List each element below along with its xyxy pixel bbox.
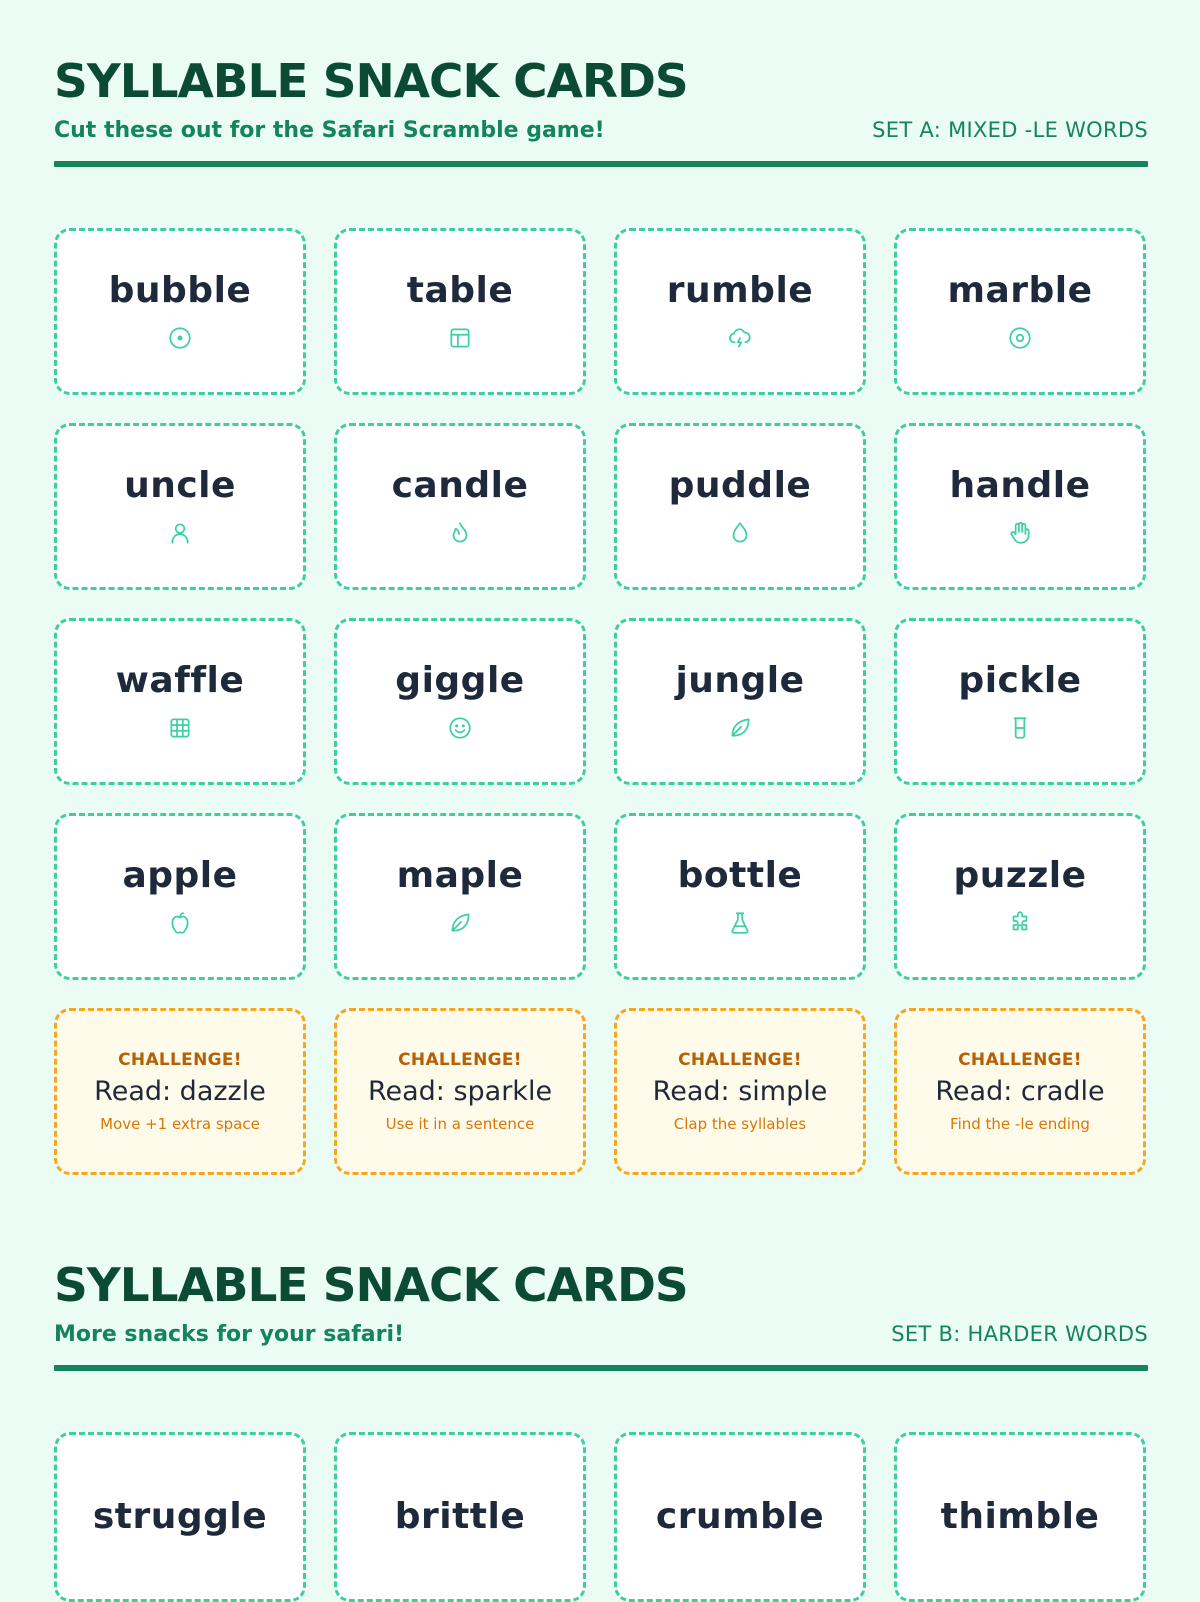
card-word: table (406, 269, 514, 311)
circle-dot-icon (166, 324, 194, 352)
challenge-hint: Find the -le ending (950, 1115, 1090, 1133)
card-word: puzzle (953, 854, 1087, 896)
leaf-icon (446, 909, 474, 937)
set-a-header (54, 54, 1148, 167)
puzzle-icon (1006, 909, 1034, 937)
word-card (894, 618, 1146, 785)
word-card (894, 423, 1146, 590)
card-word: handle (949, 464, 1091, 506)
card-word: candle (391, 464, 529, 506)
word-card (54, 228, 306, 395)
word-card (334, 813, 586, 980)
card-word: bottle (677, 854, 803, 896)
card-word: marble (947, 269, 1093, 311)
card-word: rumble (666, 269, 814, 311)
word-card (334, 423, 586, 590)
card-word: jungle (675, 659, 805, 701)
word-card (894, 228, 1146, 395)
card-word: brittle (394, 1496, 526, 1538)
challenge-text: Read: dazzle (94, 1076, 266, 1107)
word-card (614, 1432, 866, 1602)
challenge-hint: Move +1 extra space (100, 1115, 260, 1133)
storm-cloud-icon (726, 324, 754, 352)
word-card (894, 1432, 1146, 1602)
challenge-label: CHALLENGE! (118, 1050, 242, 1070)
grid-icon (166, 714, 194, 742)
challenge-card (334, 1008, 586, 1175)
apple-icon (166, 909, 194, 937)
set-b-card-grid (54, 1432, 1148, 1602)
set-b-label: SET B: HARDER WORDS (891, 1322, 1148, 1346)
set-b-subtitle: More snacks for your safari! (54, 1322, 405, 1347)
challenge-label: CHALLENGE! (398, 1050, 522, 1070)
card-word: crumble (655, 1496, 825, 1538)
challenge-card (894, 1008, 1146, 1175)
word-card (614, 228, 866, 395)
challenge-text: Read: sparkle (367, 1076, 553, 1107)
challenge-label: CHALLENGE! (678, 1050, 802, 1070)
word-card (54, 813, 306, 980)
challenge-hint: Clap the syllables (673, 1115, 807, 1133)
card-word: bubble (108, 269, 252, 311)
card-word: uncle (124, 464, 236, 506)
set-a-card-grid (54, 228, 1148, 1175)
word-card (54, 1432, 306, 1602)
page-title: SYLLABLE SNACK CARDS (54, 54, 688, 108)
card-word: puddle (668, 464, 812, 506)
smile-icon (446, 714, 474, 742)
challenge-text: Read: cradle (935, 1076, 1105, 1107)
set-b-header (54, 1258, 1148, 1371)
card-word: maple (396, 854, 524, 896)
card-word: giggle (395, 659, 525, 701)
flame-icon (446, 519, 474, 547)
leaf-icon (726, 714, 754, 742)
circle-dot-icon (1006, 324, 1034, 352)
word-card (54, 423, 306, 590)
word-card (334, 228, 586, 395)
table-layout-icon (446, 324, 474, 352)
card-word: pickle (958, 659, 1082, 701)
word-card (334, 1432, 586, 1602)
word-card (614, 618, 866, 785)
word-card (54, 618, 306, 785)
word-card (334, 618, 586, 785)
challenge-label: CHALLENGE! (958, 1050, 1082, 1070)
challenge-text: Read: simple (652, 1076, 828, 1107)
set-a-label: SET A: MIXED -LE WORDS (872, 118, 1148, 142)
word-card (614, 423, 866, 590)
set-a-subtitle: Cut these out for the Safari Scramble game! (54, 118, 605, 143)
header-divider (54, 161, 1148, 167)
challenge-card (614, 1008, 866, 1175)
challenge-hint: Use it in a sentence (385, 1115, 535, 1133)
word-card (894, 813, 1146, 980)
hand-icon (1006, 519, 1034, 547)
droplet-icon (726, 519, 754, 547)
card-word: apple (122, 854, 238, 896)
card-word: struggle (92, 1496, 268, 1538)
card-word: waffle (115, 659, 245, 701)
challenge-card (54, 1008, 306, 1175)
user-icon (166, 519, 194, 547)
card-word: thimble (940, 1496, 1100, 1538)
header-divider (54, 1365, 1148, 1371)
flask-icon (726, 909, 754, 937)
section-title: SYLLABLE SNACK CARDS (54, 1258, 688, 1312)
word-card (614, 813, 866, 980)
jar-icon (1006, 714, 1034, 742)
